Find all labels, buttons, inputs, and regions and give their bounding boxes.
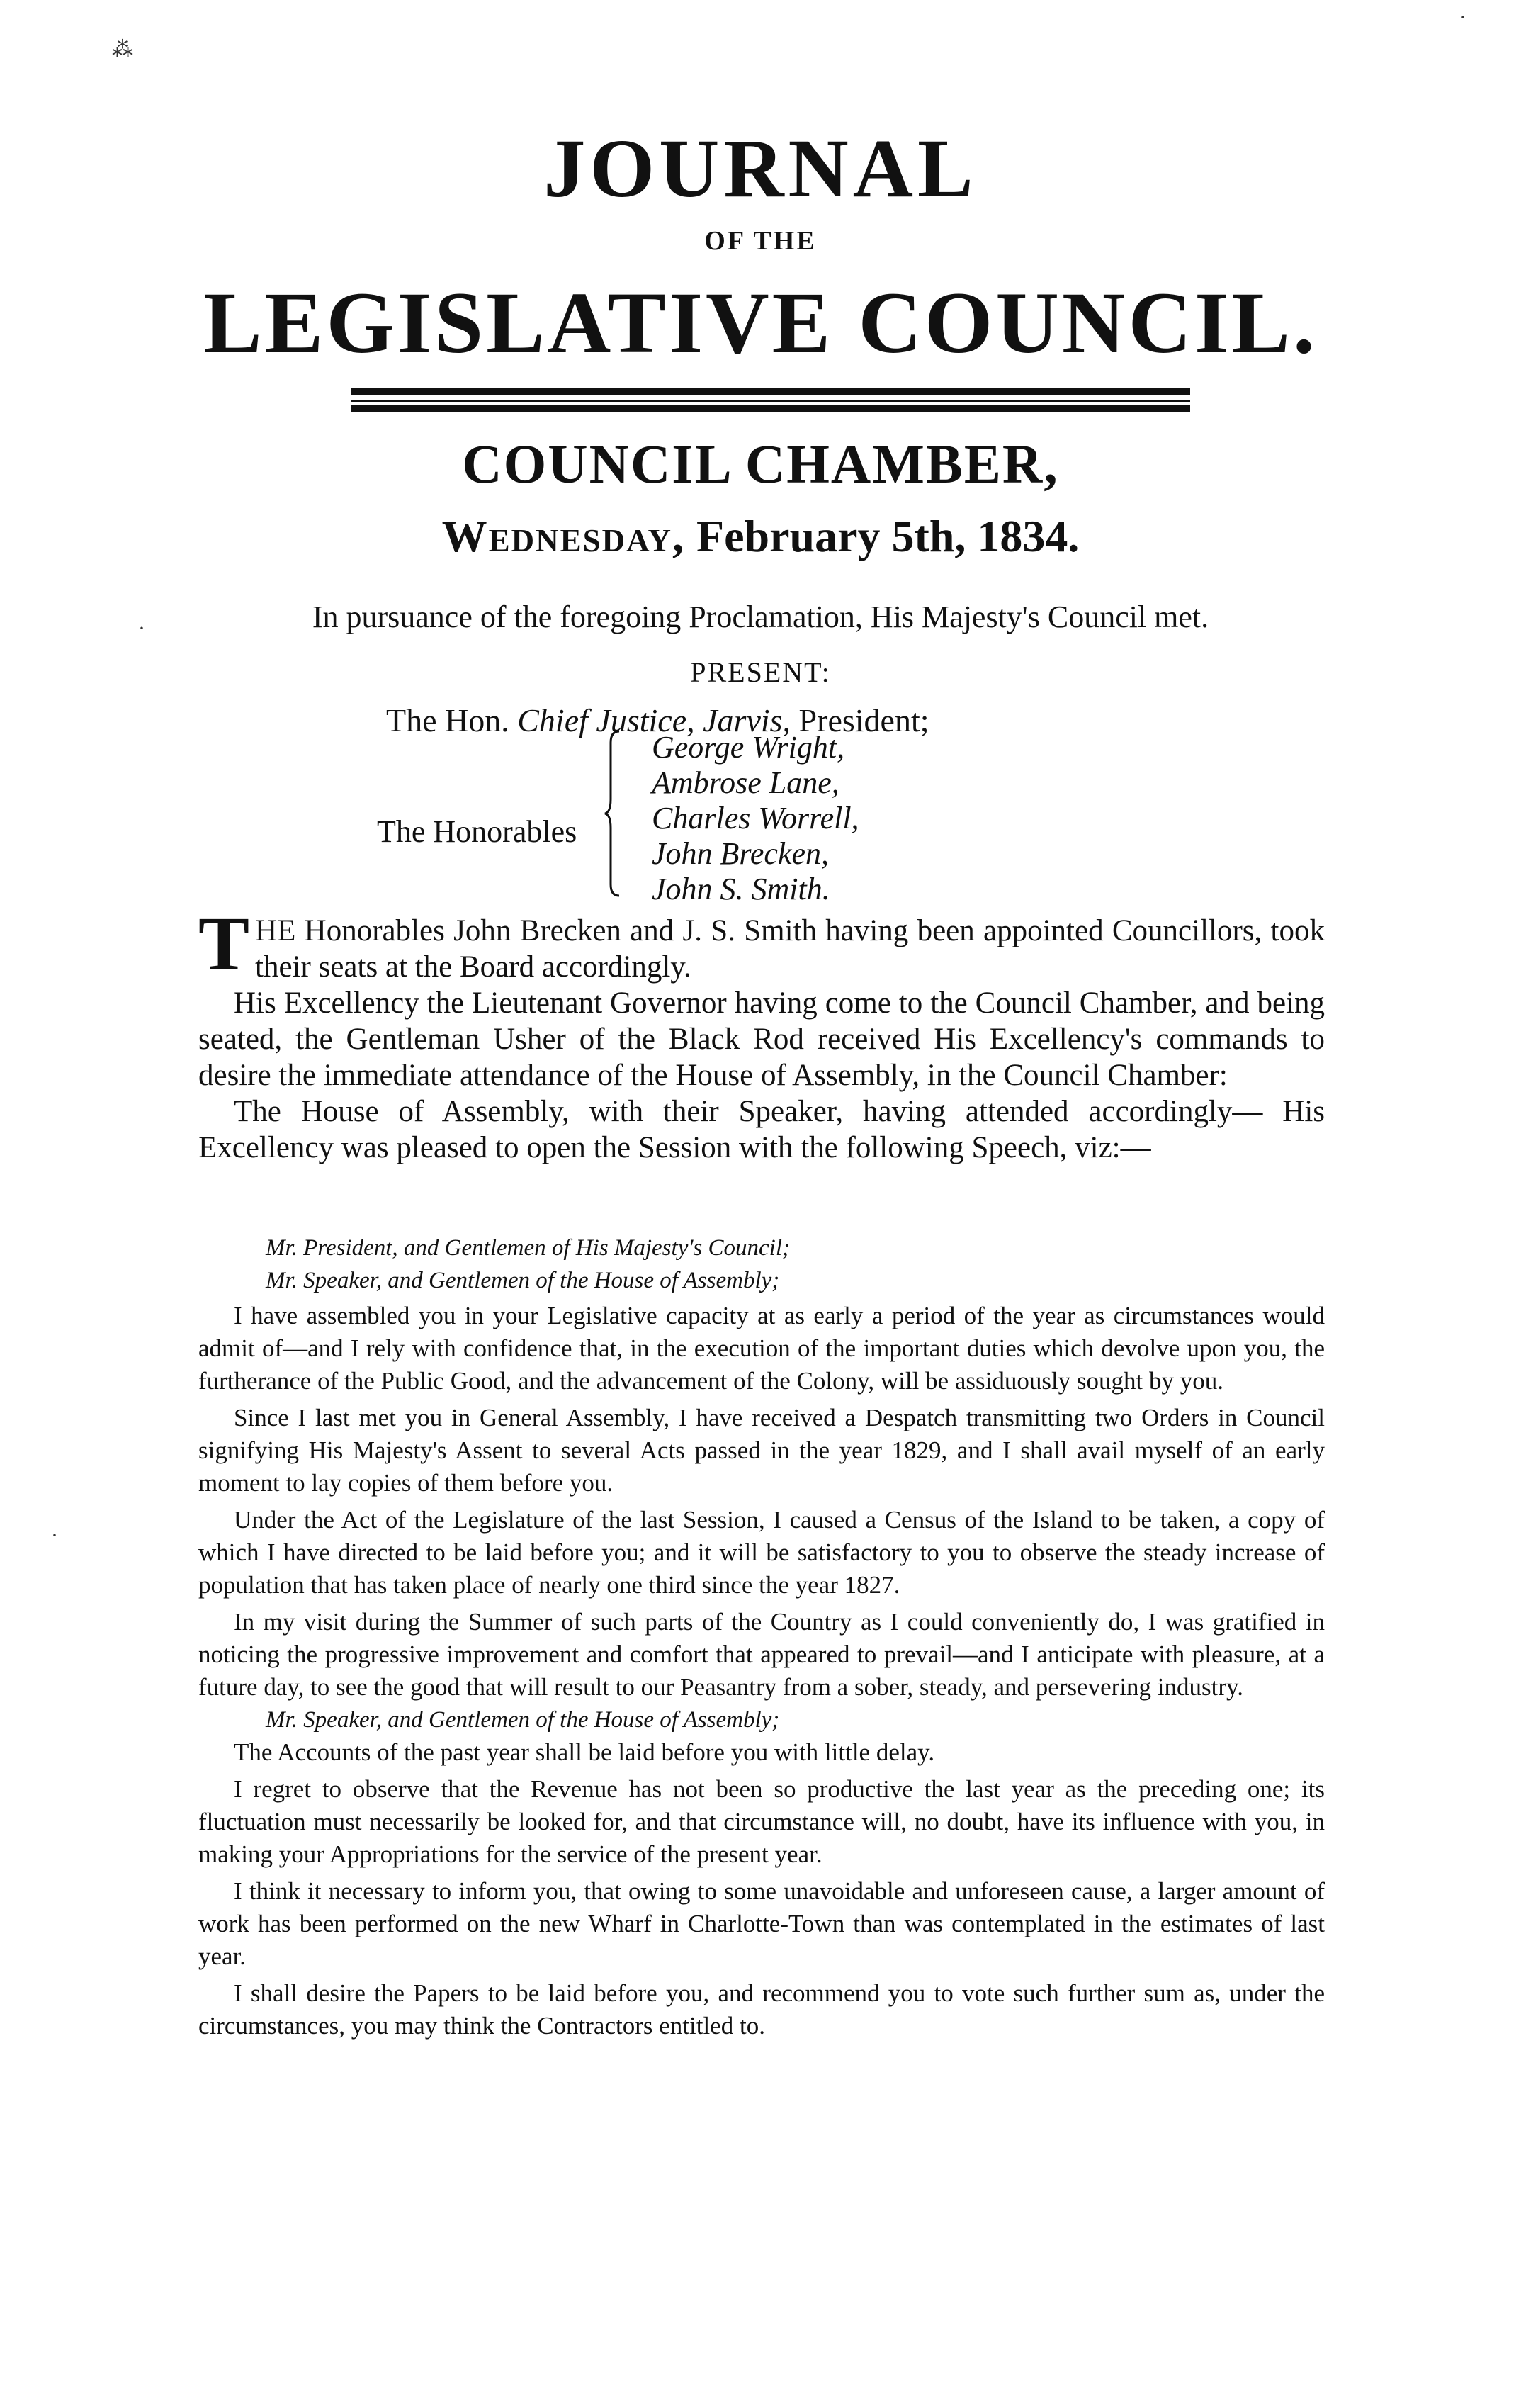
drop-cap: T xyxy=(198,902,250,986)
place-heading: COUNCIL CHAMBER, xyxy=(462,433,1059,495)
speech-paragraph: I shall desire the Papers to be laid before you, and recommend you to vote such further sum as, under the circumstances, you may think the Contractors entitled to. xyxy=(198,1979,1325,2040)
title-rule-thin xyxy=(351,400,1190,402)
proceedings-section xyxy=(198,902,1325,1166)
president-prefix: The Hon. xyxy=(386,702,509,738)
honorables-label: The Honorables xyxy=(377,814,577,849)
paragraph-text: HE Honorables John Brecken and J. S. Smith having been appointed Councillors, took their seats at the Board accordingly. xyxy=(255,914,1325,984)
member-name: George Wright, xyxy=(652,730,845,765)
scan-speck: ⁂ xyxy=(112,38,133,61)
president-name: Chief Justice, Jarvis, xyxy=(517,702,791,738)
member-brace xyxy=(604,728,622,899)
journal-title: JOURNAL xyxy=(543,122,978,215)
date-heading xyxy=(0,510,1521,563)
proceedings-paragraph-2: His Excellency the Lieutenant Governor having come to the Council Chamber, and being seated, the Gentleman Usher of the Black Rod received His Excellency's commands to desire the immediate attendance of the House of Assembly, in the Council Chamber: xyxy=(198,986,1325,1092)
member-name: Ambrose Lane, xyxy=(652,765,839,800)
president-suffix: President; xyxy=(798,702,929,738)
scan-speck: · xyxy=(1459,6,1466,29)
council-title: LEGISLATIVE COUNCIL. xyxy=(203,274,1318,371)
speech-section xyxy=(198,1232,1325,2042)
member-name: John S. Smith. xyxy=(652,872,830,906)
member-list xyxy=(652,730,859,907)
title-rule-thick-top xyxy=(351,388,1190,395)
member-name: Charles Worrell, xyxy=(652,801,859,836)
proceedings-paragraph-3: The House of Assembly, with their Speaker, having attended accordingly— His Excellency was pleased to open the Session with the following Speech, viz:— xyxy=(198,1095,1325,1164)
speech-paragraph: The Accounts of the past year shall be laid before you with little delay. xyxy=(234,1738,935,1766)
weekday: Wednesday, xyxy=(441,511,685,561)
speech-paragraph: I regret to observe that the Revenue has not been so productive the last year as the preceding one; its fluctuation must necessarily be looked for, and that circumstance will, no doubt, have its influence with you, in making your Appropriations for the service of the present year. xyxy=(198,1775,1325,1868)
speech-paragraph: In my visit during the Summer of such parts of the Country as I could conveniently do, I was gratified in noticing the progressive improvement and comfort that appeared to prevail—and I anticipate with pleasure, at a future day, to see the good that will result to our Peasantry from a sober, steady, and persevering industry. xyxy=(198,1608,1325,1701)
proceedings-paragraph-1 xyxy=(198,902,1325,986)
title-rule-thick-bottom xyxy=(351,405,1190,412)
salutation-council: Mr. President, and Gentlemen of His Majesty's Council; xyxy=(266,1235,790,1261)
date: February 5th, 1834. xyxy=(696,511,1080,561)
salutation-assembly: Mr. Speaker, and Gentlemen of the House of Assembly; xyxy=(266,1268,780,1293)
salutation-assembly-2: Mr. Speaker, and Gentlemen of the House of Assembly; xyxy=(266,1707,780,1733)
member-name: John Brecken, xyxy=(652,836,830,871)
speech-paragraph: Under the Act of the Legislature of the last Session, I caused a Census of the Island to be taken, a copy of which I have directed to be laid before you; and it will be satisfactory to you to observe the steady increase of population that has taken place of nearly one third since the year 1827. xyxy=(198,1506,1325,1599)
scan-speck: · xyxy=(138,617,145,640)
speech-paragraph: Since I last met you in General Assembly, I have received a Despatch transmitting two Orders in Council signifying His Majesty's Assent to several Acts passed in the year 1829, and I shall avail myself of an early moment to lay copies of them before you. xyxy=(198,1404,1325,1497)
scan-speck: · xyxy=(51,1524,58,1547)
title-connector: OF THE xyxy=(704,226,817,256)
pursuance-line: In pursuance of the foregoing Proclamation, His Majesty's Council met. xyxy=(312,600,1209,634)
speech-paragraph: I have assembled you in your Legislative capacity at as early a period of the year as circumstances would admit of—and I rely with confidence that, in the execution of the important duties which devolve upon you, the furtherance of the Public Good, and the advancement of the Colony, will be assiduously sought by you. xyxy=(198,1302,1325,1395)
present-label: PRESENT: xyxy=(690,656,831,688)
speech-paragraph: I think it necessary to inform you, that owing to some unavoidable and unforeseen cause, a larger amount of work has been performed on the new Wharf in Charlotte-Town than was contemplated in the estimates of last year. xyxy=(198,1877,1325,1970)
